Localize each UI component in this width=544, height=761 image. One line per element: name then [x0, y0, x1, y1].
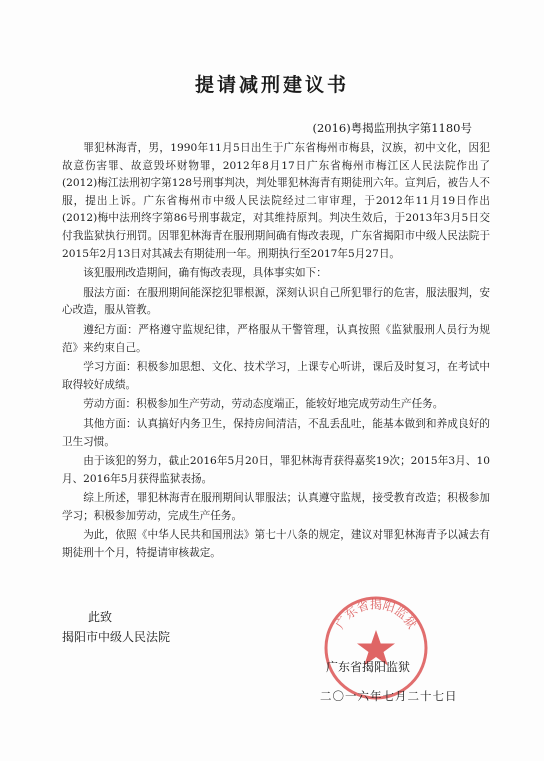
paragraph: 劳动方面：积极参加生产劳动，劳动态度端正，能较好地完成劳动生产任务。 [83, 398, 444, 411]
paragraph: 为此，依照《中华人民共和国刑法》第七十八条的规定，建议对罪犯林海青予以减去有期徒刑十个月，特提请审核裁定。 [62, 529, 490, 560]
paragraph: 其他方面：认真搞好内务卫生，保持房间清洁，不乱丢乱吐，能基本做到和养成良好的卫生习惯。 [62, 417, 490, 448]
paragraph: 该犯服刑改造期间，确有悔改表现，具体事实如下： [83, 267, 327, 280]
seal-text: 广东省揭阳监狱 [332, 597, 420, 632]
document-title: 提请减刑建议书 [194, 74, 349, 96]
svg-text:广东省揭阳监狱 [332, 596, 420, 631]
paragraph: 综上所述，罪犯林海青在服刑期间认罪服法；认真遵守监规，接受教育改造；积极参加学习；积极参加劳动，完成生产任务。 [62, 492, 490, 522]
recipient-name: 揭阳市中级人民法院 [62, 630, 171, 644]
document-number: (2016)粤揭监刑执字第1180号 [312, 121, 472, 135]
paragraph: 罪犯林海青，男，1990年11月5日出生于广东省梅州市梅县，汉族，初中文化，因犯故意伤害罪、故意毁坏财物罪，2012年8月17日广东省梅州市梅江区人民法院作出了(2012)梅江法刑初字第128号刑事判决，判处罪犯林海青有期徒刑六年。宣判后，被告人不服，提出上诉。广东省梅州市中级人民法院经过二审审理，于2012年11月19日作出(2012)梅中法刑终字第86号刑事裁定，对其维持原判。判决生效后，于2013年3月5日交付我监狱执行刑罚。因罪犯林海青在服刑期间确有悔改表现，广东省揭阳市中级人民法院于2015年2月13日对其减去有期徒刑一年。刑期执行至2017年5月27日。 [62, 142, 490, 260]
closing-block [62, 607, 170, 647]
signature-org: 广东省揭阳监狱 [326, 660, 411, 674]
official-seal-icon [322, 594, 430, 702]
document-date: 二〇一六年七月二十七日 [320, 689, 458, 703]
paragraph: 学习方面：积极参加思想、文化、技术学习，上课专心听讲，课后及时复习，在考试中取得较好成绩。 [62, 361, 490, 391]
paragraph: 遵纪方面：严格遵守监规纪律，严格服从干警管理，认真按照《监狱服刑人员行为规范》来约束自己。 [62, 323, 490, 354]
paragraph: 服法方面：在服刑期间能深挖犯罪根源，深刻认识自己所犯罪行的危害，服法服判，安心改造，服从管教。 [62, 286, 490, 317]
paragraph: 由于该犯的努力，截止2016年5月20日，罪犯林海青获得嘉奖19次；2015年3月、10月、2016年5月获得监狱表扬。 [62, 455, 490, 485]
document-body [62, 140, 490, 565]
closing-salutation: 此致 [88, 610, 113, 624]
